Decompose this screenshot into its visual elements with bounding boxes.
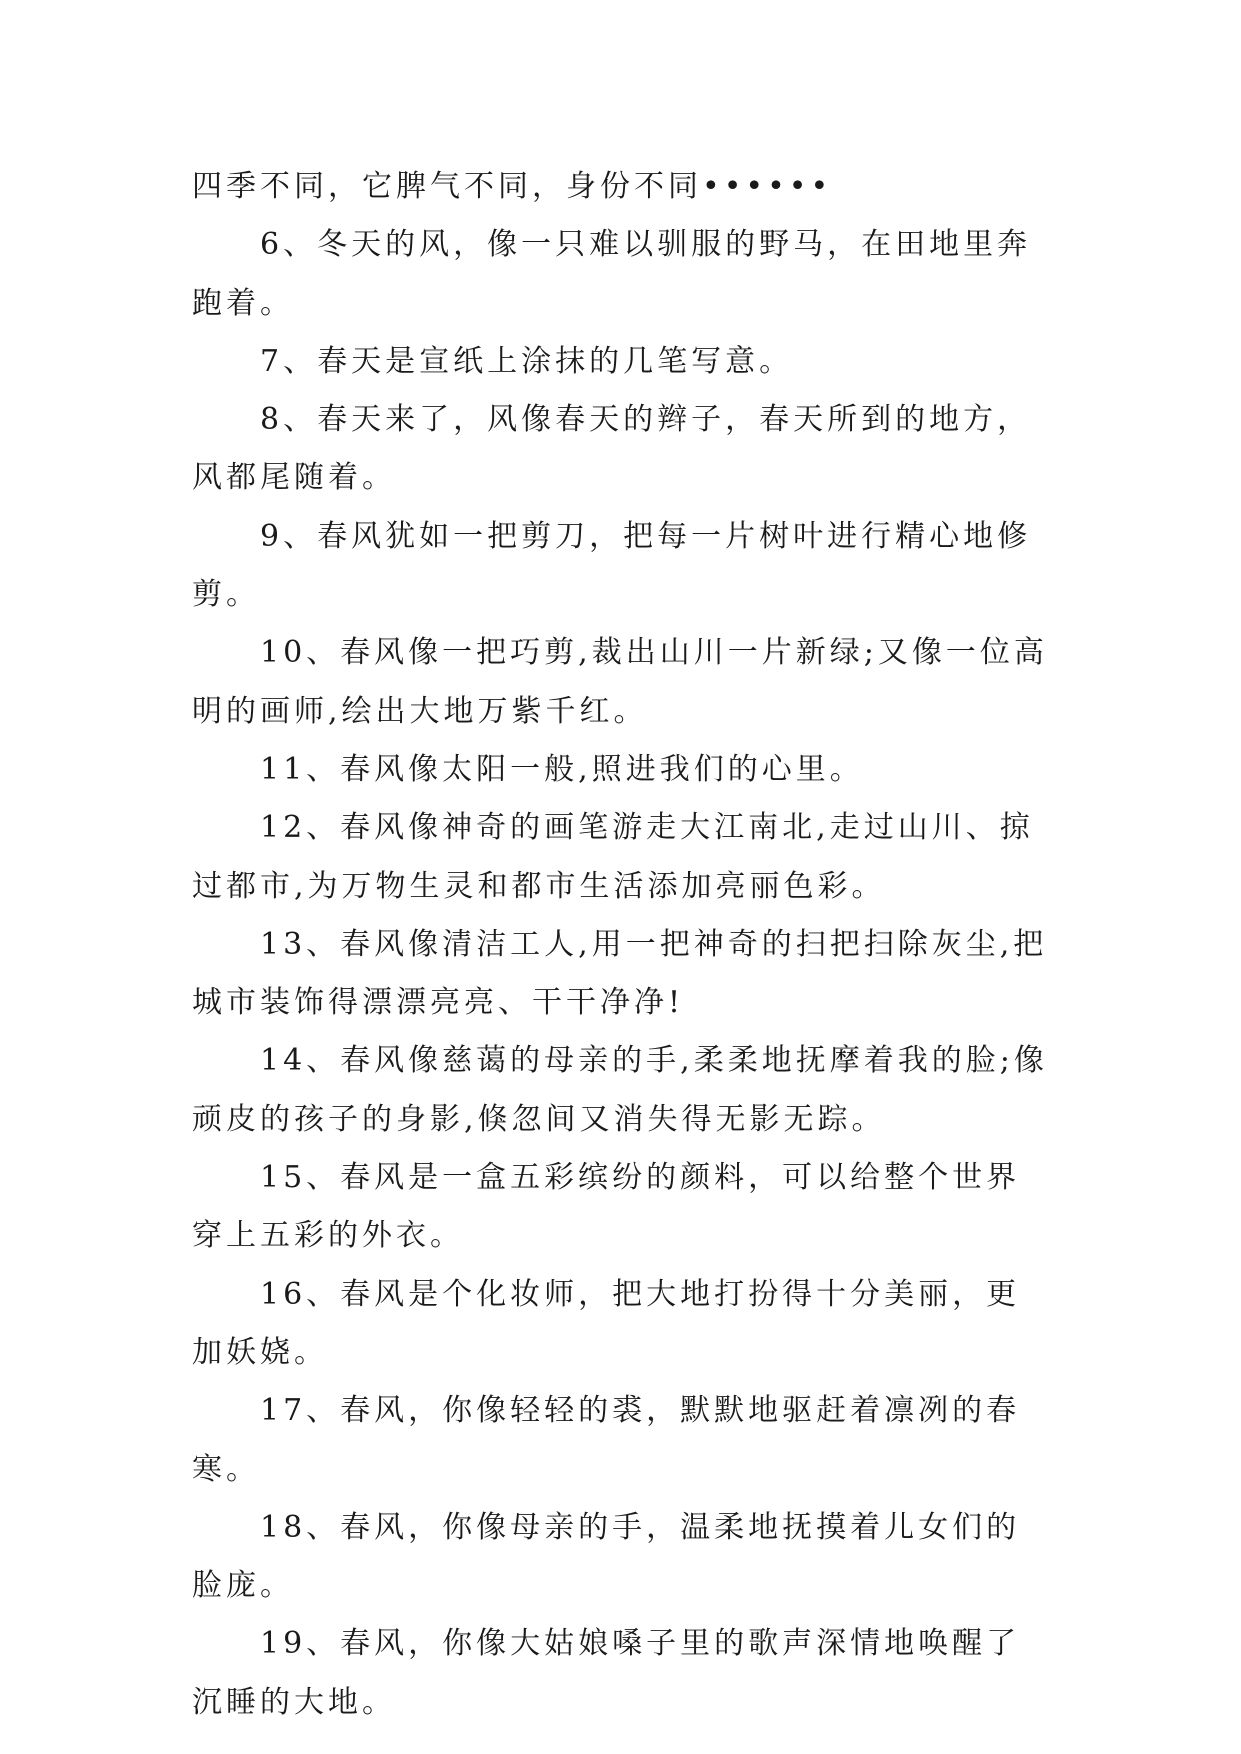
paragraph-19: 19、春风，你像大姑娘嗓子里的歌声深情地唤醒了沉睡的大地。: [192, 1626, 1021, 1720]
paragraph-6: 6、冬天的风，像一只难以驯服的野马，在田地里奔跑着。: [192, 227, 1032, 321]
paragraph-17: 17、春风，你像轻轻的裘，默默地驱赶着凛冽的春寒。: [192, 1393, 1021, 1487]
paragraph-10: 10、春风像一把巧剪,裁出山川一片新绿;又像一位高明的画师,绘出大地万紫千红。: [192, 635, 1048, 729]
paragraph-14: 14、春风像慈蔼的母亲的手,柔柔地抚摩着我的脸;像顽皮的孩子的身影,倏忽间又消失得无影无踪。: [192, 1043, 1048, 1137]
paragraph-18: 18、春风，你像母亲的手，温柔地抚摸着儿女们的脸庞。: [192, 1509, 1021, 1604]
document-body: [192, 158, 1052, 1732]
paragraph-13: 13、春风像清洁工人,用一把神奇的扫把扫除灰尘,把城市装饰得漂漂亮亮、干干净净!: [192, 926, 1048, 1021]
paragraph-continuation: 四季不同，它脾气不同，身份不同••••••: [192, 169, 833, 204]
paragraph-16: 16、春风是个化妆师，把大地打扮得十分美丽，更加妖娆。: [192, 1276, 1021, 1370]
paragraph-11: 11、春风像太阳一般,照进我们的心里。: [260, 751, 864, 787]
paragraph-12: 12、春风像神奇的画笔游走大江南北,走过山川、掠过都市,为万物生灵和都市生活添加亮丽色彩。: [192, 810, 1034, 904]
paragraph-9: 9、春风犹如一把剪刀，把每一片树叶进行精心地修剪。: [192, 518, 1032, 613]
paragraph-15: 15、春风是一盒五彩缤纷的颜料，可以给整个世界穿上五彩的外衣。: [192, 1160, 1021, 1254]
paragraph-8: 8、春天来了，风像春天的辫子，春天所到的地方，风都尾随着。: [192, 402, 1032, 496]
paragraph-7: 7、春天是宣纸上涂抹的几笔写意。: [260, 343, 794, 379]
